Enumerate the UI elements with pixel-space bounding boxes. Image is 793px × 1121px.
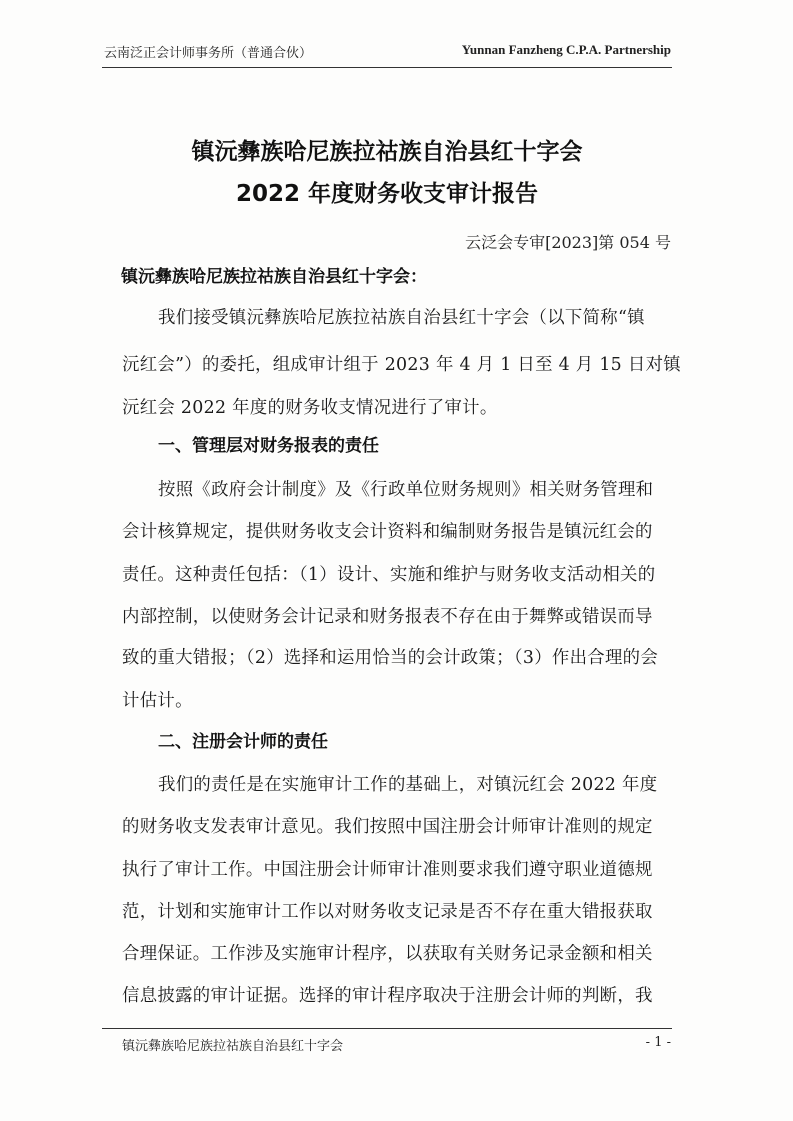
section2-line: 的财务收支发表审计意见。我们按照中国注册会计师审计准则的规定 <box>122 817 653 837</box>
section-heading-management: 一、管理层对财务报表的责任 <box>158 436 379 456</box>
header-rule <box>102 67 672 68</box>
intro-line: 沅红会”）的委托，组成审计组于 2023 年 4 月 1 日至 4 月 15 日对镇 <box>122 355 681 375</box>
section1-line: 计估计。 <box>122 691 193 711</box>
section1-line: 会计核算规定，提供财务收支会计资料和编制财务报告是镇沅红会的 <box>122 522 653 542</box>
intro-line: 我们接受镇沅彝族哈尼族拉祜族自治县红十字会（以下简称“镇 <box>158 308 645 328</box>
section-heading-cpa: 二、注册会计师的责任 <box>158 732 328 752</box>
section2-line: 信息披露的审计证据。选择的审计程序取决于注册会计师的判断，我 <box>122 986 653 1006</box>
header-firm-name-en: Yunnan Fanzheng C.P.A. Partnership <box>461 42 671 57</box>
report-title-line-1: 镇沅彝族哈尼族拉祜族自治县红十字会 <box>191 139 583 165</box>
section1-line: 致的重大错报；（2）选择和运用恰当的会计政策；（3）作出合理的会 <box>122 648 659 668</box>
addressee: 镇沅彝族哈尼族拉祜族自治县红十字会： <box>121 267 427 287</box>
report-title-line-2: 2022 年度财务收支审计报告 <box>235 181 539 207</box>
page-number: - 1 - <box>645 1035 671 1050</box>
footer-rule <box>102 1028 672 1029</box>
document-number: 云泛会专审[2023]第 054 号 <box>465 233 671 252</box>
section2-line: 范，计划和实施审计工作以对财务收支记录是否不存在重大错报获取 <box>122 902 653 922</box>
section1-line: 按照《政府会计制度》及《行政单位财务规则》相关财务管理和 <box>158 480 654 500</box>
footer-organization: 镇沅彝族哈尼族拉祜族自治县红十字会 <box>122 1039 344 1054</box>
section2-line: 合理保证。工作涉及实施审计程序，以获取有关财务记录金额和相关 <box>122 944 653 964</box>
section2-line: 我们的责任是在实施审计工作的基础上，对镇沅红会 2022 年度 <box>158 775 658 795</box>
section1-line: 内部控制，以使财务会计记录和财务报表不存在由于舞弊或错误而导 <box>122 607 653 627</box>
section2-line: 执行了审计工作。中国注册会计师审计准则要求我们遵守职业道德规 <box>122 860 653 880</box>
intro-line: 沅红会 2022 年度的财务收支情况进行了审计。 <box>122 398 498 418</box>
header-firm-name-cn: 云南泛正会计师事务所（普通合伙） <box>104 46 313 61</box>
section1-line: 责任。这种责任包括：（1）设计、实施和维护与财务收支活动相关的 <box>122 565 656 585</box>
